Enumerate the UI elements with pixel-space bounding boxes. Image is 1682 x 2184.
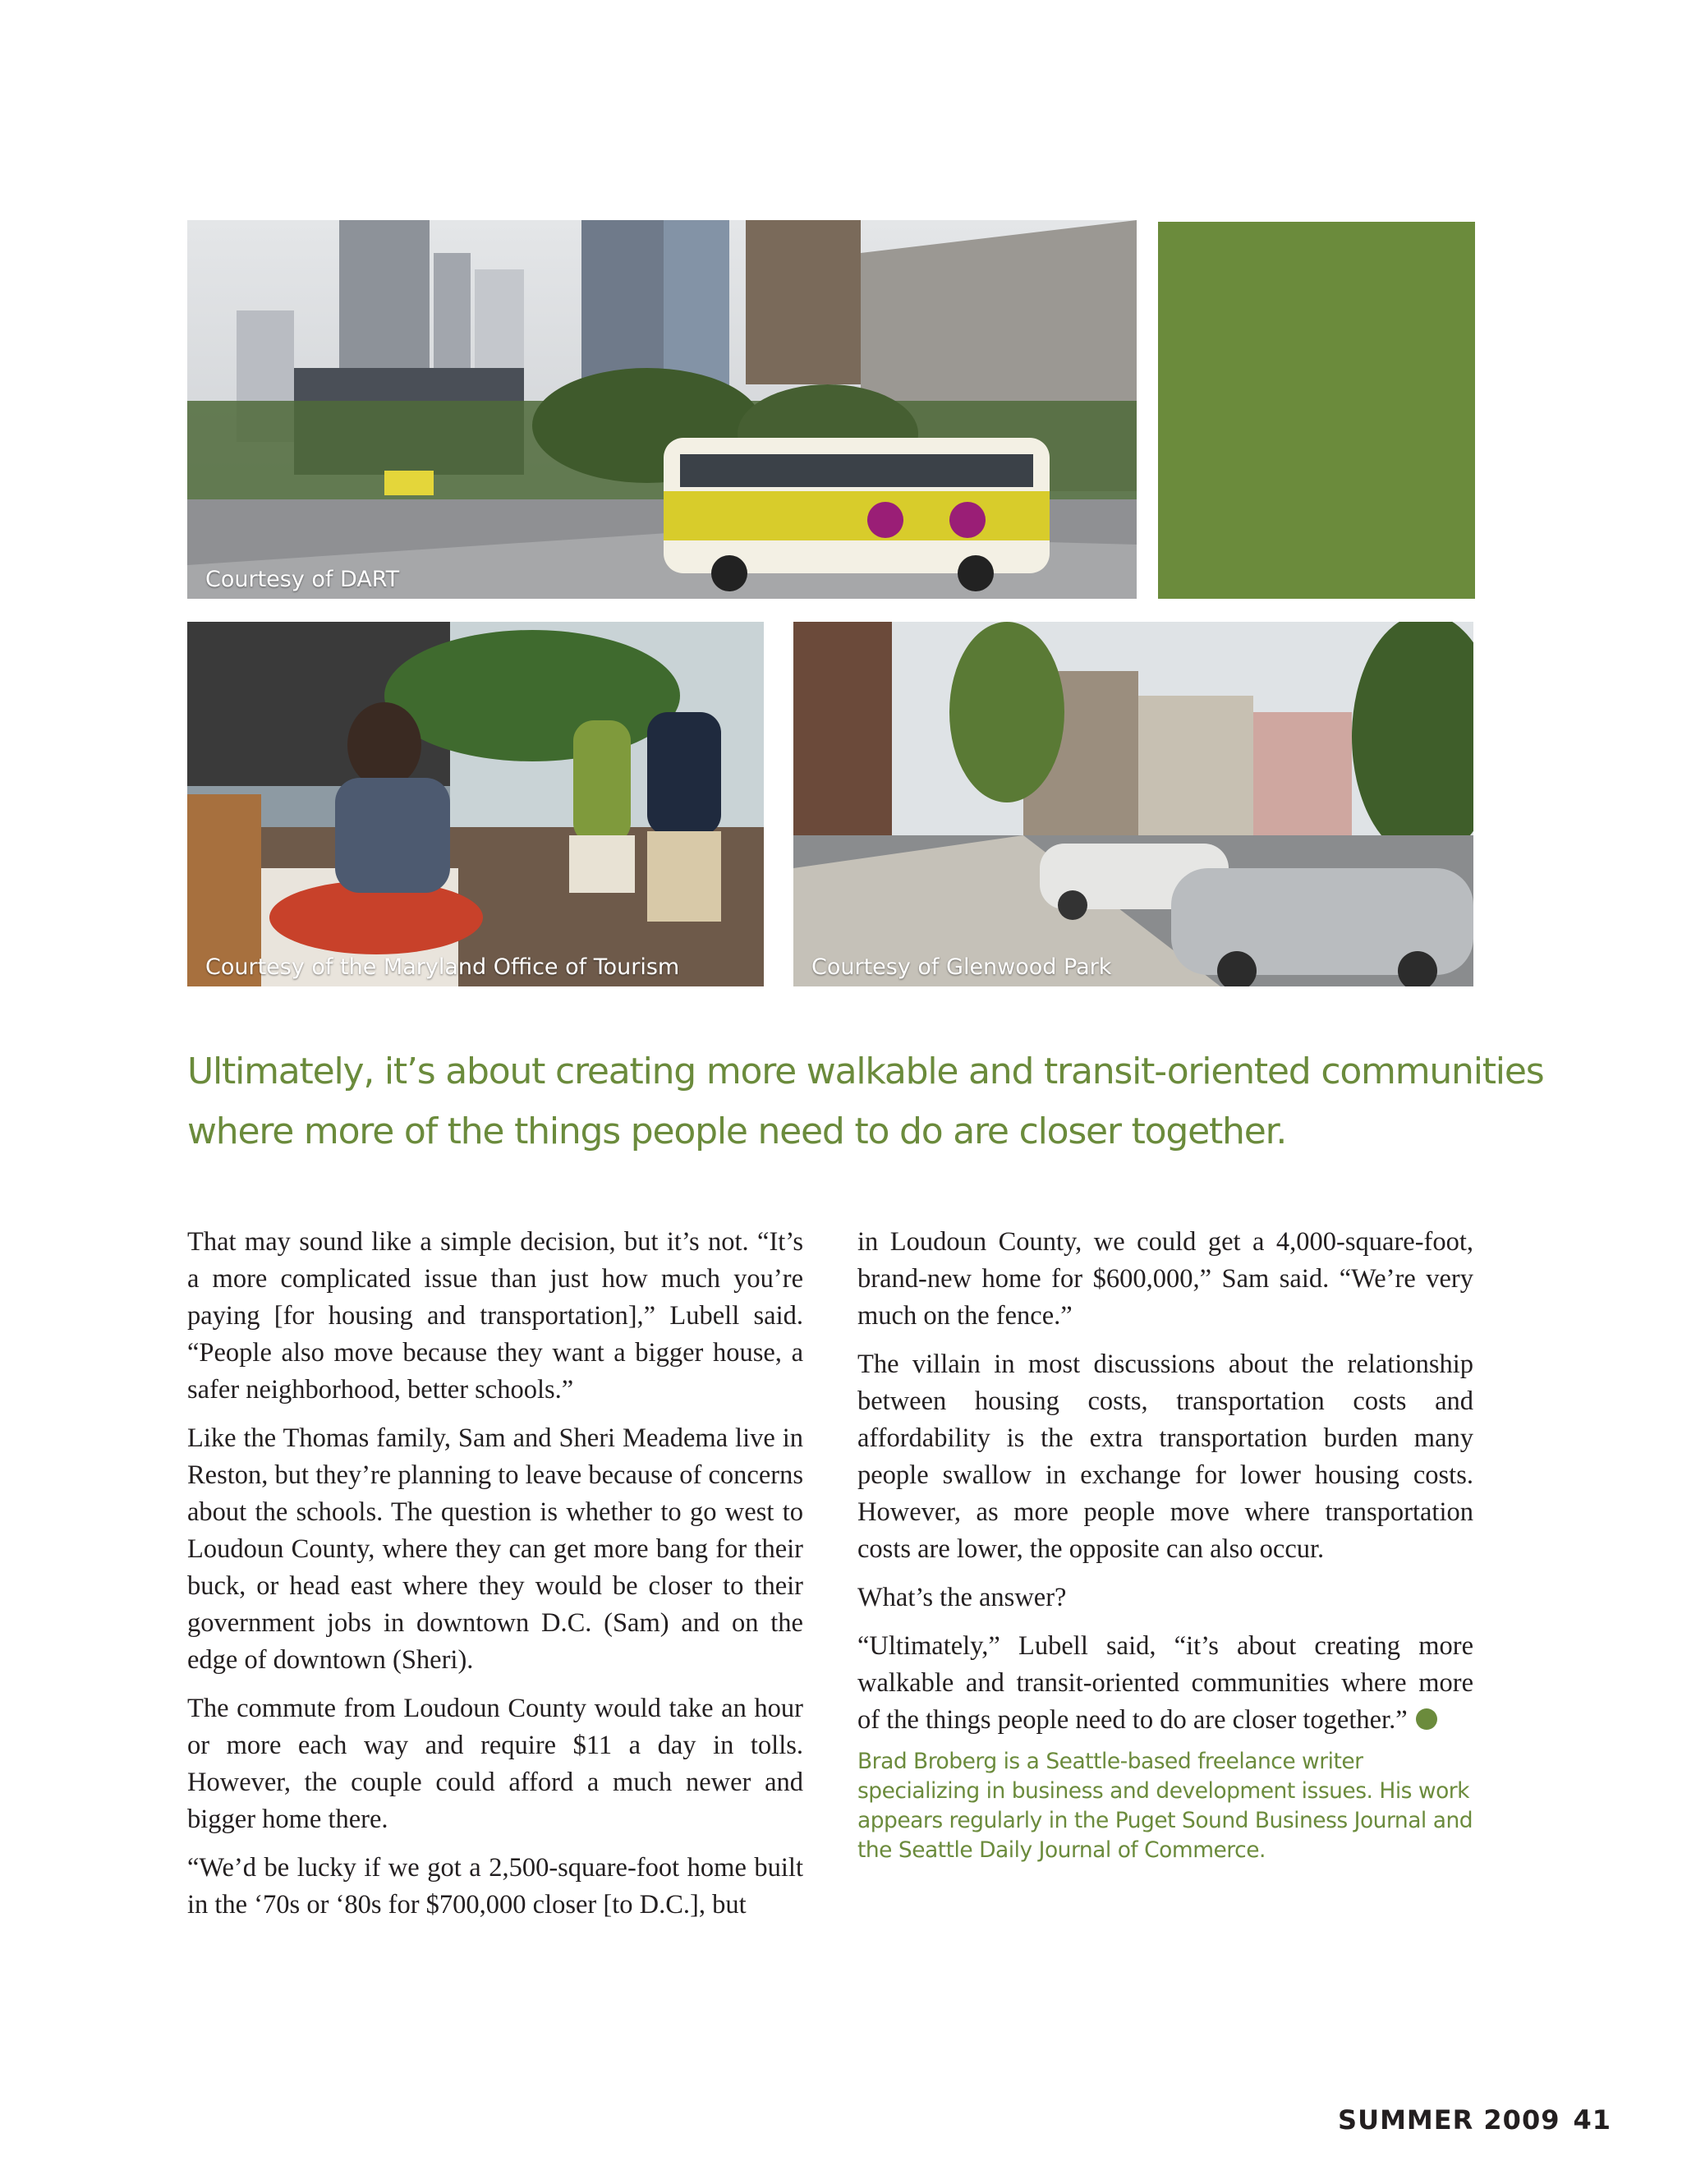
article-paragraph: That may sound like a simple decision, but it’s not. “It’s a more complicated issue than just how much you’re paying [for housing and transportation],” Lubell said. “People also move because they want a bigger house, a safer neighborhood, better schools.” [187, 1227, 803, 1405]
article-final-text: “Ultimately,” Lubell said, “it’s about creating more walkable and transit-oriented communities where more of the things people need to do are closer together.” [857, 1631, 1473, 1735]
article-paragraph: in Loudoun County, we could get a 4,000-square-foot, brand-new home for $600,000,” Sam said. “We’re very much on the fence.” [857, 1227, 1473, 1331]
article-paragraph: The commute from Loudoun County would take an hour or more each way and require $11 a day in tolls. However, the couple could afford a much newer and bigger home there. [187, 1694, 803, 1834]
photo-dart-bus-illustration [187, 220, 1137, 599]
photo-caption-dart: Courtesy of DART [205, 567, 400, 592]
photo-caption-glenwood: Courtesy of Glenwood Park [811, 954, 1112, 980]
page-footer [1338, 2104, 1611, 2136]
photo-dart-bus [187, 220, 1137, 599]
green-color-block [1158, 222, 1475, 599]
author-bio: Brad Broberg is a Seattle-based freelance writer specializing in business and development issues. His work appears regularly in the Puget Sound Business Journal and the Seattle Daily Journal of Commerce. [857, 1749, 1473, 1863]
pull-quote: Ultimately, it’s about creating more walkable and transit-oriented communities where more of the things people need to do are closer together. [187, 1051, 1544, 1152]
photo-maryland-dining [187, 622, 764, 986]
article-paragraph: What’s the answer? [857, 1583, 1067, 1612]
photo-glenwood-park [793, 622, 1473, 986]
article-paragraph: “We’d be lucky if we got a 2,500-square-foot home built in the ‘70s or ‘80s for $700,000 closer [to D.C.], but [187, 1853, 803, 1920]
page-number: 41 [1573, 2104, 1611, 2136]
end-mark-dot-icon [1416, 1708, 1437, 1730]
article-final-paragraph [857, 1628, 1473, 1739]
article-column-left [187, 1224, 803, 1935]
article-paragraph: Like the Thomas family, Sam and Sheri Meadema live in Reston, but they’re planning to leave because of concerns about the schools. The question is whether to go west to Loudoun County, where they can get more bang for their buck, or head east where they would be closer to their government jobs in downtown D.C. (Sam) and on the edge of downtown (Sheri). [187, 1423, 803, 1675]
article-paragraph: The villain in most discussions about the relationship between housing costs, transportation costs and affordability is the extra transportation burden many people swallow in exchange for lower housing costs. However, as more people move where transportation costs are lower, the opposite can also occur. [857, 1349, 1473, 1564]
photo-caption-maryland: Courtesy of the Maryland Office of Tourism [205, 954, 680, 980]
article-column-right [857, 1224, 1473, 1865]
issue-label: SUMMER 2009 [1338, 2104, 1560, 2136]
photo-glenwood-park-illustration [793, 622, 1473, 986]
photo-maryland-dining-illustration [187, 622, 764, 986]
